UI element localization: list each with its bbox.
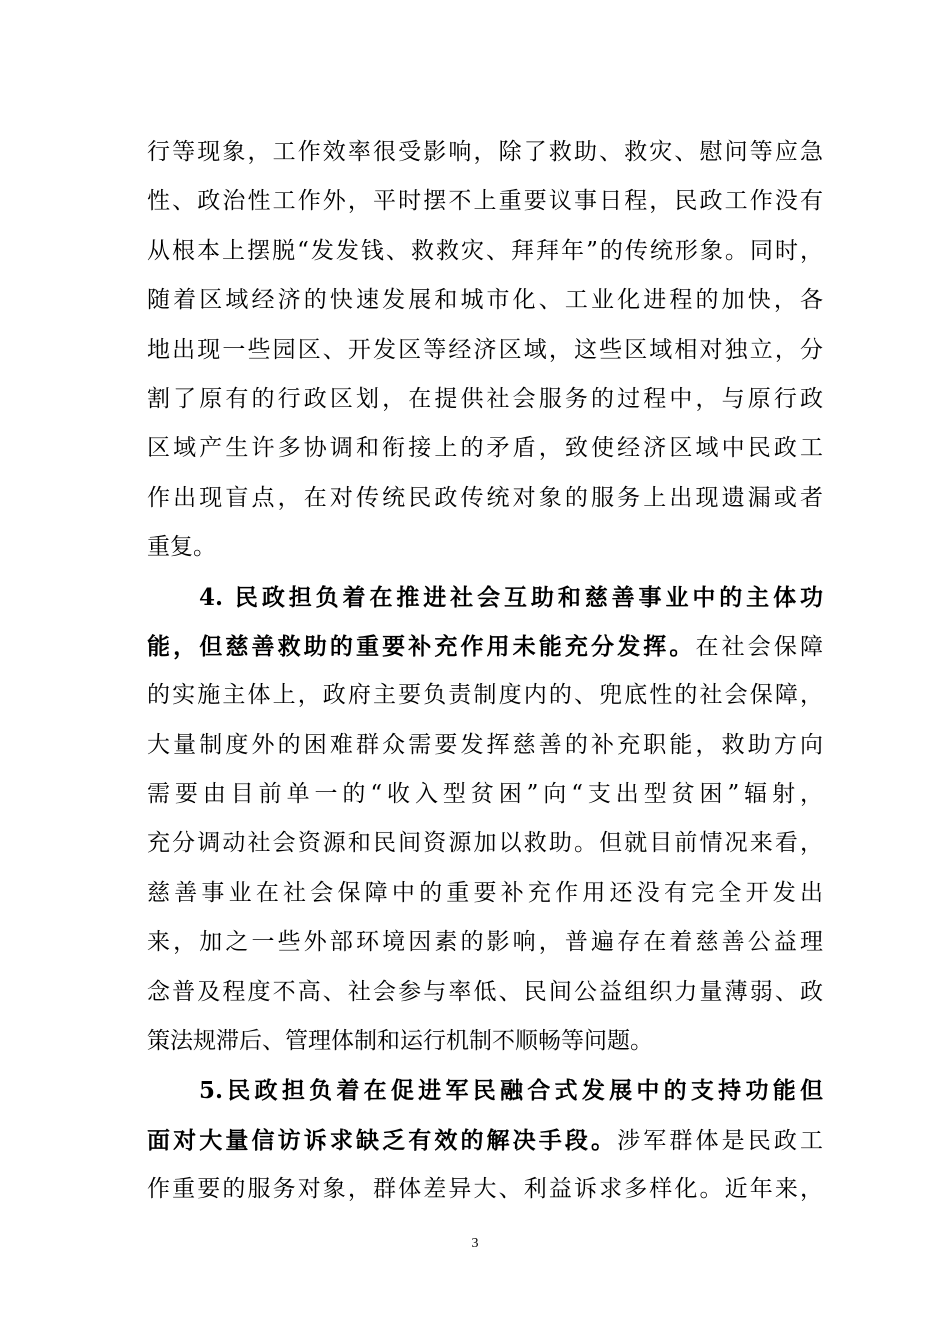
paragraph-line: 念普及程度不高、社会参与率低、民间公益组织力量薄弱、政 bbox=[147, 978, 823, 1005]
section-heading-4-cont: 能，但慈善救助的重要补充作用未能充分发挥。 bbox=[147, 632, 696, 660]
section-heading-5: 5.民政担负着在促进军民融合式发展中的支持功能但 bbox=[199, 1077, 823, 1105]
paragraph-line: 地出现一些园区、开发区等经济区域，这些区域相对独立，分 bbox=[147, 336, 823, 363]
section-heading-5-cont: 面对大量信访诉求缺乏有效的解决手段。 bbox=[147, 1126, 618, 1154]
paragraph-line: 大量制度外的困难群众需要发挥慈善的补充职能，救助方向 bbox=[147, 731, 823, 758]
paragraph-line: 随着区域经济的快速发展和城市化、工业化进程的加快，各 bbox=[147, 287, 823, 314]
paragraph-line bbox=[147, 1116, 823, 1165]
section-heading-line bbox=[147, 573, 823, 622]
section-heading-line bbox=[147, 1066, 823, 1115]
paragraph-line: 重复。 bbox=[147, 534, 216, 561]
paragraph-line: 来，加之一些外部环境因素的影响，普遍存在着慈善公益理 bbox=[147, 929, 823, 956]
paragraph-line: 作重要的服务对象，群体差异大、利益诉求多样化。近年来， bbox=[147, 1176, 823, 1203]
paragraph-line: 慈善事业在社会保障中的重要补充作用还没有完全开发出 bbox=[147, 879, 823, 906]
page-number: 3 bbox=[471, 1236, 479, 1251]
body-text bbox=[147, 128, 823, 1215]
paragraph-line bbox=[147, 622, 823, 671]
paragraph-line: 割了原有的行政区划，在提供社会服务的过程中，与原行政 bbox=[147, 385, 823, 412]
paragraph-line: 需要由目前单一的“收入型贫困”向“支出型贫困”辐射， bbox=[147, 781, 823, 808]
paragraph-text: 涉军群体是民政工 bbox=[617, 1127, 823, 1154]
paragraph-line: 性、政治性工作外，平时摆不上重要议事日程，民政工作没有 bbox=[147, 188, 823, 215]
paragraph-line: 的实施主体上，政府主要负责制度内的、兜底性的社会保障， bbox=[147, 682, 823, 709]
paragraph-line: 从根本上摆脱“发发钱、救救灾、拜拜年”的传统形象。同时， bbox=[147, 237, 823, 264]
paragraph-text: 在社会保障 bbox=[695, 633, 823, 660]
paragraph-line: 行等现象，工作效率很受影响，除了救助、救灾、慰问等应急 bbox=[147, 139, 823, 165]
paragraph-line: 充分调动社会资源和民间资源加以救助。但就目前情况来看， bbox=[147, 830, 823, 857]
paragraph-line: 作出现盲点，在对传统民政传统对象的服务上出现遗漏或者 bbox=[147, 484, 823, 511]
section-heading-4: 4. 民政担负着在推进社会互助和慈善事业中的主体功 bbox=[199, 583, 823, 611]
paragraph-line: 策法规滞后、管理体制和运行机制不顺畅等问题。 bbox=[147, 1028, 653, 1055]
paragraph-line: 区域产生许多协调和衔接上的矛盾，致使经济区域中民政工 bbox=[147, 435, 823, 462]
